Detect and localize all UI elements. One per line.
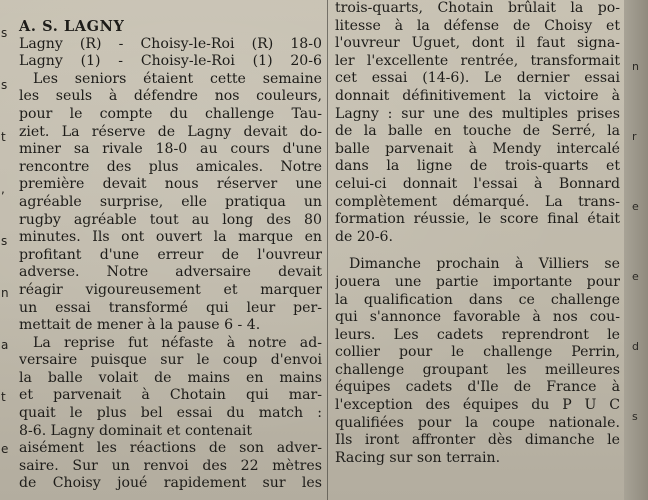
text-line: équipes cadets d'Ile de France à xyxy=(335,379,620,396)
text-line: trois-quarts, Chotain brûlait la po- xyxy=(335,0,620,16)
column-divider xyxy=(327,0,328,500)
text-line: ler l'excellente rentrée, transformait xyxy=(335,52,620,69)
text-line: donnait définitivement la victoire à xyxy=(335,87,620,104)
text-line: première devait nous réserver une xyxy=(19,176,322,193)
text-line: La reprise fut néfaste à notre ad- xyxy=(33,334,322,351)
text-line: Les seniors étaient cette semaine xyxy=(33,70,322,87)
text-line: rencontre des plus amicales. Notre xyxy=(19,158,322,175)
text-line: qualifiées pour la coupe nationale. xyxy=(335,414,620,431)
text-line: l'ouvreur Uguet, dont il faut signa- xyxy=(335,35,620,52)
match-result-line: Lagny (R) - Choisy-le-Roi (R) 18-0 xyxy=(19,35,322,52)
text-line: Racing sur son terrain. xyxy=(335,449,501,466)
cropped-fragment: t xyxy=(1,390,6,404)
text-line: leurs. Les cadets reprendront le xyxy=(335,326,620,343)
left-edge-cropped-text xyxy=(0,0,10,500)
text-line: de la balle en touche de Serré, la xyxy=(335,123,620,140)
text-line: 8-6. Lagny dominait et contenait xyxy=(19,422,253,439)
text-line: et parvenait à Chotain qui mar- xyxy=(19,387,322,404)
cropped-fragment: s xyxy=(632,410,638,423)
text-line: adverse. Notre adversaire devait xyxy=(19,264,322,281)
text-line: la balle volait de mains en mains xyxy=(19,369,322,386)
cropped-fragment: e xyxy=(1,442,9,456)
text-line: cet essai (14-6). Le dernier essai xyxy=(335,70,620,87)
text-line: complètement démarqué. La trans- xyxy=(335,193,620,210)
text-line: profitant d'une erreur de l'ouvreur xyxy=(19,246,322,263)
cropped-fragment: e xyxy=(632,200,639,213)
article-right-column xyxy=(335,0,620,467)
cropped-fragment: s xyxy=(1,78,8,92)
text-line: agréable surprise, elle pratiqua un xyxy=(19,193,322,210)
text-line: mettait de mener à la pause 6 - 4. xyxy=(19,317,261,334)
cropped-fragment: n xyxy=(632,60,639,73)
text-line: challenge groupant les meilleures xyxy=(335,361,620,378)
text-line: Lagny : sur une des multiples prises xyxy=(335,105,620,122)
text-line: litesse à la défense de Choisy et xyxy=(335,17,620,34)
paragraph-gap xyxy=(335,246,620,256)
text-line: les seuls à défendre nos couleurs, xyxy=(19,88,322,105)
text-line: la qualification dans ce challenge xyxy=(335,291,620,308)
cropped-fragment: r xyxy=(632,130,637,143)
cropped-fragment: s xyxy=(1,26,8,40)
text-line: Dimanche prochain à Villiers se xyxy=(349,256,620,273)
text-line: saire. Sur un renvoi des 22 mètres xyxy=(19,457,322,474)
text-line: ziet. La réserve de Lagny devait do- xyxy=(19,123,322,140)
article-body-right xyxy=(335,0,620,467)
right-edge-cropped-text xyxy=(632,0,648,500)
text-line: formation réussie, le score final était xyxy=(335,211,620,228)
text-line: collier pour le challenge Perrin, xyxy=(335,344,620,361)
cropped-fragment: s xyxy=(1,234,8,248)
text-line: dans la ligne de trois-quarts et xyxy=(335,158,620,175)
text-line: balle parvenait à Mendy intercalé xyxy=(335,140,620,157)
text-line: aisément les réactions de son adver- xyxy=(19,440,322,457)
text-line: l'exception des équipes du P U C xyxy=(335,397,620,414)
cropped-fragment: a xyxy=(1,338,9,352)
match-results xyxy=(19,36,322,71)
cropped-fragment: t xyxy=(1,130,6,144)
text-line: de 20-6. xyxy=(335,228,393,245)
text-line: versaire puisque sur le coup d'envoi xyxy=(19,352,322,369)
text-line: jouera une partie importante pour xyxy=(335,273,620,290)
text-line: quait le plus bel essai du match : xyxy=(19,405,322,422)
match-result-line: Lagny (1) - Choisy-le-Roi (1) 20-6 xyxy=(19,53,322,70)
article-body-left xyxy=(19,71,322,493)
cropped-fragment: n xyxy=(1,286,9,300)
cropped-fragment: , xyxy=(1,182,5,196)
text-line: Ils iront affronter dès dimanche le xyxy=(335,432,620,449)
cropped-fragment: d xyxy=(632,340,639,353)
text-line: rugby agréable tout au long des 80 xyxy=(19,211,322,228)
text-line: réagir vigoureusement et marquer xyxy=(19,281,322,298)
text-line: pour le compte du challenge Tau- xyxy=(19,105,322,122)
article-left-column xyxy=(19,18,322,493)
text-line: qui s'annonce favorable à nos cou- xyxy=(335,309,620,326)
text-line: minutes. Ils ont ouvert la marque en xyxy=(19,229,322,246)
cropped-fragment: e xyxy=(632,270,639,283)
article-title: A. S. LAGNY xyxy=(19,18,125,35)
text-line: celui-ci donnait l'essai à Bonnard xyxy=(335,175,620,192)
text-line: miner sa rivale 18-0 au cours d'une xyxy=(19,141,322,158)
text-line: de Choisy joué rapidement sur les xyxy=(19,475,322,492)
text-line: un essai transformé qui leur per- xyxy=(19,299,322,316)
